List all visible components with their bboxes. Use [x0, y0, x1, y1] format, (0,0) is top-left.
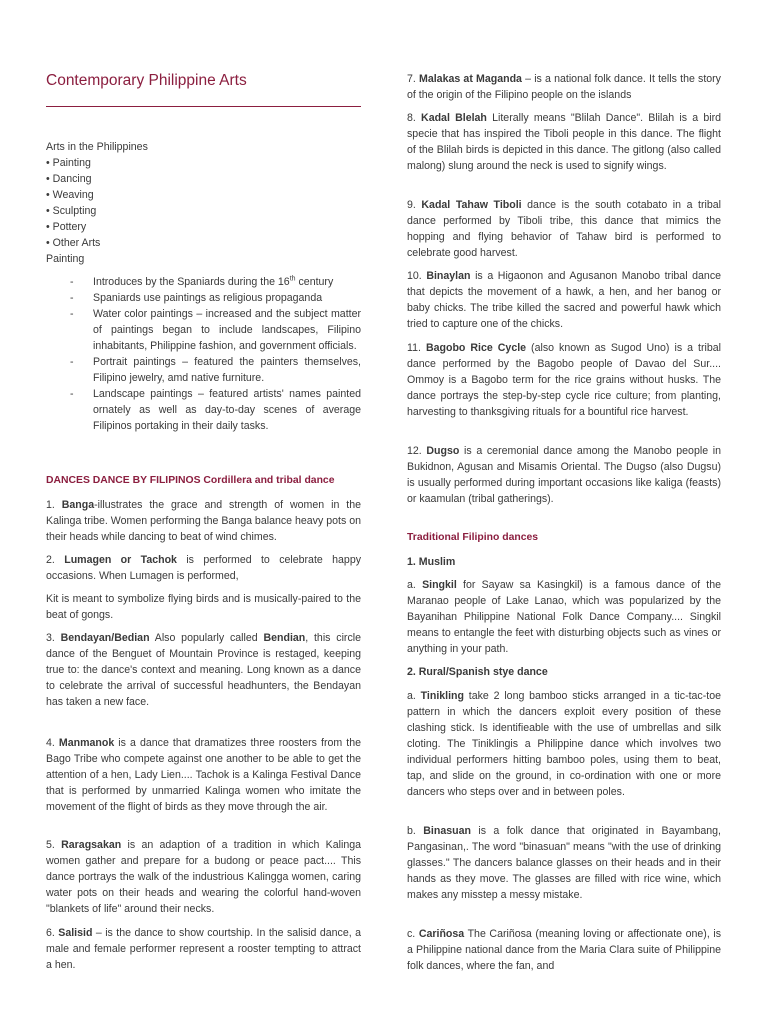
arts-item: • Weaving [46, 189, 94, 201]
list-item: - Spaniards use paintings as religious propaganda [70, 292, 323, 304]
dance-entry-4: 4. Manmanok is a dance that dramatizes three roosters from the Bago Tribe who compete against one another to be able to get the attention of a hen, Lady Lien.... Tachok is a Kalinga Festival Dance that is performed by unmarried Kalinga women who imitate the movement of the flight of birds as they move through the air. [46, 737, 361, 813]
list-item: - Introduces by the Spaniards during the 16th century [70, 275, 334, 288]
list-item: - Portrait paintings – featured the painters themselves, Filipino jewelry, amd native furniture. [70, 356, 361, 384]
arts-item: • Sculpting [46, 205, 97, 217]
dance-entry-10: 10. Binaylan is a Higaonon and Agusanon Manobo tribal dance that depicts the movement of a hawk, a hen, and her banog or baby chicks. The tribe killed the sacred and powerful hawk which tried to capture one of the chicks. [407, 270, 722, 330]
dance-entry-11: 11. Bagobo Rice Cycle (also known as Sugod Uno) is a tribal dance performed by the Bagobo people of Davao del Sur.... Ommoy is a Bagobo term for the rice grains without husks. The dance portrays the step-by-step cycle rice culture; from planting, harvesting to thanksgiving rituals for a bountiful rice harvest. [407, 342, 721, 418]
muslim-entry-a: a. Singkil for Sayaw sa Kasingkil) is a famous dance of the Maranao people of Lake Lanao, which was popularized by the Bayanihan Philippine National Folk Dance Company.... Singkil means to entangle the feet with disturbing objects such as vines or anything in your path. [407, 579, 721, 655]
dance-entry-9: 9. Kadal Tahaw Tiboli dance is the south cotabato in a tribal dance performed by Tiboli tribe, this dance that mimics the hopping and flying behavior of Tahaw bird is performed to celebrate good harvest. [407, 199, 721, 259]
dance-entry-12: 12. Dugso is a ceremonial dance among the Manobo people in Bukidnon, Agusan and Misamis Oriental. The Dugso (also Dugsu) is usually performed during important occasions like kaliga (feasts) or kaamulan (tribal gatherings). [407, 445, 721, 505]
dances-heading: DANCES DANCE BY FILIPINOS Cordillera and tribal dance [46, 475, 335, 486]
arts-item: • Pottery [46, 221, 87, 233]
rural-heading: 2. Rural/Spanish stye dance [407, 666, 548, 678]
traditional-heading: Traditional Filipino dances [407, 532, 539, 543]
title-rule [46, 106, 361, 107]
dance-entry-8: 8. Kadal Blelah Literally means "Blilah Dance". Blilah is a bird specie that has inspired the Tiboli people in this dance. The flight of the Blilah birds is depicted in this dance. The gitlong (also called malong) slung around the neck is used to signify wings. [407, 112, 721, 172]
dance-entry-2: 2. Lumagen or Tachok is performed to celebrate happy occasions. When Lumagen is performed, [46, 554, 362, 582]
dance-entry-1: 1. Banga-illustrates the grace and strength of women in the Kalinga tribe. Women performing the Banga balance heavy pots on their heads while dancing to beat of wind chimes. [46, 499, 361, 543]
muslim-heading: 1. Muslim [407, 556, 456, 568]
arts-item: • Dancing [46, 173, 92, 185]
dance-entry-3: 3. Bendayan/Bedian Also popularly called Bendian, this circle dance of the Benguet of Mountain Province is restaged, keeping true to: the dance's context and meaning. Long known as a dance to celebrate the arrival of successful headhunters, the Bendayan has taken a new face. [46, 632, 362, 708]
rural-entry-c: c. Cariñosa The Cariñosa (meaning loving or affectionate one), is a Philippine national dance from the Maria Clara suite of Philippine folk dances, where the fan, and [407, 928, 722, 972]
arts-item: • Painting [46, 157, 91, 169]
dance-entry-6: 6. Salisid – is the dance to show courtship. In the salisid dance, a male and female performer represent a rooster tempting to attract a hen. [46, 927, 361, 971]
painting-label: Painting [46, 253, 85, 265]
rural-entry-b: b. Binasuan is a folk dance that originated in Bayambang, Pangasinan,. The word "binasuan" means "with the use of drinking glasses." The dancers balance glasses on their heads and in their hands as they move. The glasses are filled with rice wine, which makes any misstep a messy mistake. [407, 825, 721, 901]
dance-entry-7: 7. Malakas at Maganda – is a national folk dance. It tells the story of the origin of the Filipino people on the islands [407, 73, 721, 101]
list-item: - Landscape paintings – featured artists' names painted ornately as well as day-to-day scenes of average Filipinos portaking in their daily tasks. [70, 388, 361, 432]
list-item: - Water color paintings – increased and the subject matter of paintings began to include landscapes, Filipino inhabitants, Philippine fashion, and government officials. [70, 308, 361, 352]
page-title: Contemporary Philippine Arts [46, 72, 247, 89]
painting-points [46, 274, 361, 434]
dance-entry-2-cont: Kit is meant to symbolize flying birds and is musically-paired to the beat of gongs. [46, 593, 361, 621]
arts-item: • Other Arts [46, 237, 101, 249]
dance-entry-5: 5. Raragsakan is an adaption of a tradition in which Kalinga women gather and prepare for a budong or peace pact.... This dance portrays the walk of the industrious Kalingga women, caring water pots on their heads and wearing the colorful hand-woven "blankets of life" around their necks. [46, 839, 362, 915]
arts-intro: Arts in the Philippines [46, 141, 148, 153]
rural-entry-a: a. Tinikling take 2 long bamboo sticks arranged in a tic-tac-toe pattern in which the dancers exploit every position of these clashing stick. Is identifieable with the use of umbrellas and silk cloting. The Tiniklingis a Philippine dance which involves two individual performers hitting bamboo poles, using them to beat, tap, and slide on the ground, in co-ordination with one or more dancers who steps over and in between poles. [407, 690, 721, 798]
arts-list-block [46, 139, 361, 267]
